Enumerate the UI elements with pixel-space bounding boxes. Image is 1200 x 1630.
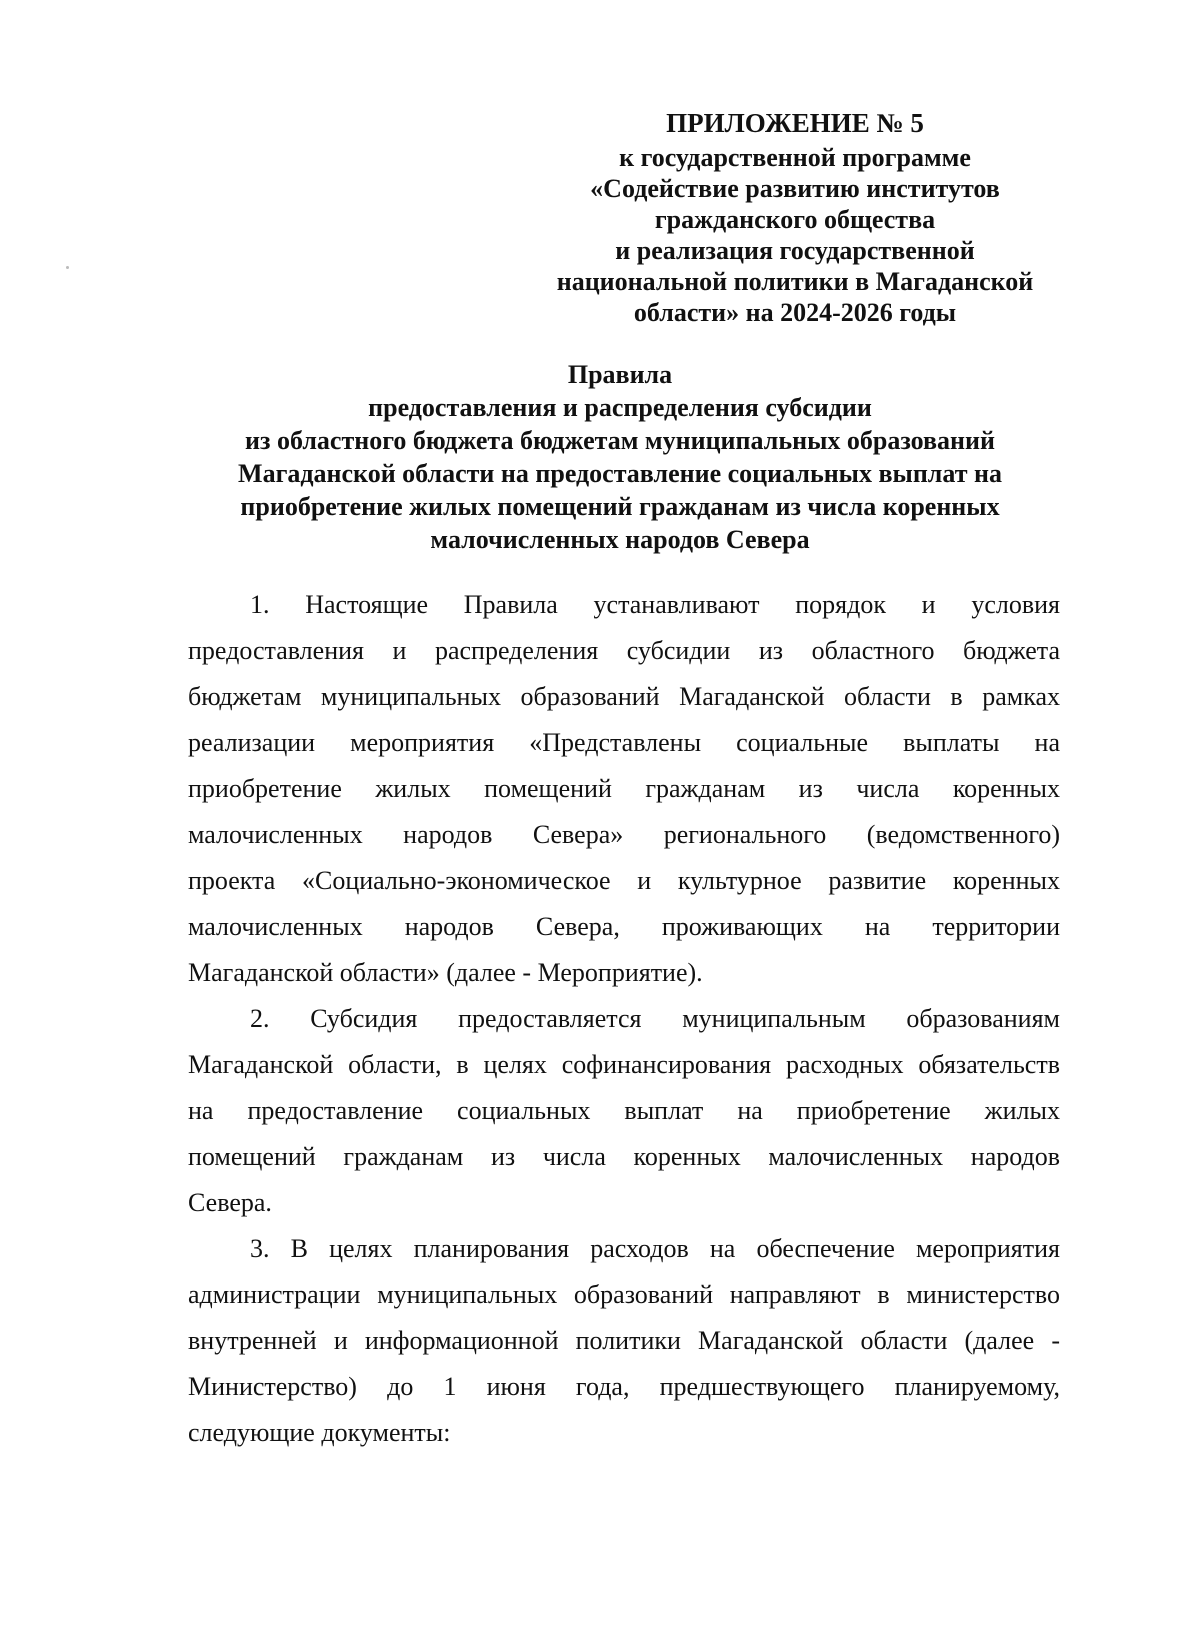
title-line: малочисленных народов Севера (430, 525, 810, 554)
text-line: 1. Настоящие Правила устанавливают порядок и условия (250, 590, 1060, 619)
paragraph-1 (188, 582, 1060, 996)
text-line: проекта «Социально-экономическое и культурное развитие коренных (188, 866, 1060, 895)
text-line: 2. Субсидия предоставляется муниципальным образованиям (250, 1004, 1060, 1033)
title-line: приобретение жилых помещений гражданам из числа коренных (240, 492, 1000, 521)
appendix-line: национальной политики в Магаданской (556, 267, 1034, 296)
appendix-line: «Содействие развитию институтов (590, 174, 1000, 203)
text-line: Севера. (188, 1188, 272, 1217)
paragraph-2 (188, 996, 1060, 1226)
title-line: Магаданской области на предоставление социальных выплат на (238, 459, 1002, 488)
appendix-line: области» на 2024-2026 годы (633, 298, 957, 327)
text-line: следующие документы: (188, 1418, 451, 1447)
text-line: реализации мероприятия «Представлены социальные выплаты на (188, 728, 1060, 757)
text-line: Магаданской области» (далее - Мероприятие). (188, 958, 703, 987)
text-line: малочисленных народов Севера» регионального (ведомственного) (188, 820, 1060, 849)
title-line: предоставления и распределения субсидии (368, 393, 872, 422)
text-line: внутренней и информационной политики Магаданской области (далее - (188, 1326, 1060, 1355)
text-line: Министерство) до 1 июня года, предшествующего планируемому, (188, 1372, 1060, 1401)
text-line: предоставления и распределения субсидии из областного бюджета (188, 636, 1060, 665)
appendix-line: к государственной программе (619, 143, 971, 172)
scan-speck (66, 266, 69, 269)
title-line: из областного бюджета бюджетам муниципальных образований (245, 426, 995, 455)
text-line: администрации муниципальных образований направляют в министерство (188, 1280, 1060, 1309)
appendix-header (530, 108, 1060, 328)
text-line: Магаданской области, в целях софинансирования расходных обязательств (188, 1050, 1060, 1079)
text-line: помещений гражданам из числа коренных малочисленных народов (188, 1142, 1060, 1171)
text-line: бюджетам муниципальных образований Магаданской области в рамках (188, 682, 1060, 711)
title-heading: Правила (567, 360, 673, 389)
document-title (180, 358, 1060, 556)
text-line: на предоставление социальных выплат на приобретение жилых (188, 1096, 1060, 1125)
text-line: 3. В целях планирования расходов на обеспечение мероприятия (250, 1234, 1060, 1263)
paragraph-3 (188, 1226, 1060, 1456)
appendix-title: ПРИЛОЖЕНИЕ № 5 (666, 108, 924, 138)
appendix-line: и реализация государственной (615, 236, 975, 265)
document-body (188, 582, 1060, 1456)
text-line: приобретение жилых помещений гражданам из числа коренных (188, 774, 1060, 803)
appendix-line: гражданского общества (654, 205, 936, 234)
text-line: малочисленных народов Севера, проживающих на территории (188, 912, 1060, 941)
